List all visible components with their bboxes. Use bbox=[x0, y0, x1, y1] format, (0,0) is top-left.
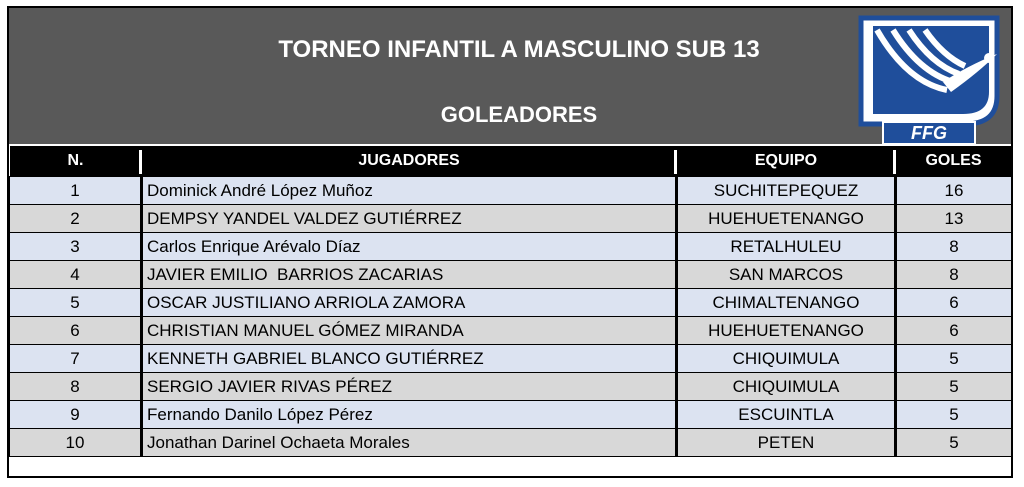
row-number: 9 bbox=[10, 401, 142, 429]
player-name: JAVIER EMILIO BARRIOS ZACARIAS bbox=[142, 261, 677, 289]
column-header-players: JUGADORES bbox=[142, 146, 677, 177]
player-name: OSCAR JUSTILIANO ARRIOLA ZAMORA bbox=[142, 289, 677, 317]
goal-count: 16 bbox=[896, 177, 1012, 205]
scorers-sheet bbox=[7, 6, 1013, 478]
row-number: 10 bbox=[10, 429, 142, 457]
table-header-row bbox=[10, 146, 1012, 177]
row-number: 1 bbox=[10, 177, 142, 205]
row-number: 8 bbox=[10, 373, 142, 401]
row-number: 4 bbox=[10, 261, 142, 289]
goal-count: 8 bbox=[896, 261, 1012, 289]
section-title: GOLEADORES bbox=[440, 102, 598, 127]
row-number: 6 bbox=[10, 317, 142, 345]
ffg-logo bbox=[847, 12, 1007, 144]
player-name: Carlos Enrique Arévalo Díaz bbox=[142, 233, 677, 261]
goal-count: 5 bbox=[896, 345, 1012, 373]
team-name: HUEHUETENANGO bbox=[677, 317, 896, 345]
header-banner bbox=[9, 8, 1011, 144]
scorers-table bbox=[9, 146, 1012, 457]
row-number: 5 bbox=[10, 289, 142, 317]
team-name: HUEHUETENANGO bbox=[677, 205, 896, 233]
table-row bbox=[10, 233, 1012, 261]
player-name: Fernando Danilo López Pérez bbox=[142, 401, 677, 429]
goal-count: 13 bbox=[896, 205, 1012, 233]
player-name: Jonathan Darinel Ochaeta Morales bbox=[142, 429, 677, 457]
team-name: CHIQUIMULA bbox=[677, 345, 896, 373]
goal-count: 5 bbox=[896, 401, 1012, 429]
goal-count: 8 bbox=[896, 233, 1012, 261]
team-name: PETEN bbox=[677, 429, 896, 457]
ffg-logo-icon bbox=[847, 12, 1007, 144]
player-name: Dominick André López Muñoz bbox=[142, 177, 677, 205]
player-name: CHRISTIAN MANUEL GÓMEZ MIRANDA bbox=[142, 317, 677, 345]
column-header-goals: GOLES bbox=[896, 146, 1012, 177]
player-name: KENNETH GABRIEL BLANCO GUTIÉRREZ bbox=[142, 345, 677, 373]
column-header-number: N. bbox=[10, 146, 142, 177]
table-row bbox=[10, 345, 1012, 373]
team-name: CHIQUIMULA bbox=[677, 373, 896, 401]
row-number: 7 bbox=[10, 345, 142, 373]
row-number: 3 bbox=[10, 233, 142, 261]
team-name: SUCHITEPEQUEZ bbox=[677, 177, 896, 205]
team-name: SAN MARCOS bbox=[677, 261, 896, 289]
player-name: DEMPSY YANDEL VALDEZ GUTIÉRREZ bbox=[142, 205, 677, 233]
table-row bbox=[10, 373, 1012, 401]
table-row bbox=[10, 401, 1012, 429]
logo-text: FFG bbox=[911, 123, 947, 143]
table-row bbox=[10, 317, 1012, 345]
table-row bbox=[10, 261, 1012, 289]
team-name: RETALHULEU bbox=[677, 233, 896, 261]
table-row bbox=[10, 289, 1012, 317]
row-number: 2 bbox=[10, 205, 142, 233]
table-row bbox=[10, 177, 1012, 205]
table-row bbox=[10, 205, 1012, 233]
goal-count: 5 bbox=[896, 429, 1012, 457]
table-row bbox=[10, 429, 1012, 457]
team-name: CHIMALTENANGO bbox=[677, 289, 896, 317]
tournament-title: TORNEO INFANTIL A MASCULINO SUB 13 bbox=[278, 36, 760, 63]
goal-count: 5 bbox=[896, 373, 1012, 401]
column-header-team: EQUIPO bbox=[677, 146, 896, 177]
goal-count: 6 bbox=[896, 317, 1012, 345]
player-name: SERGIO JAVIER RIVAS PÉREZ bbox=[142, 373, 677, 401]
goal-count: 6 bbox=[896, 289, 1012, 317]
team-name: ESCUINTLA bbox=[677, 401, 896, 429]
